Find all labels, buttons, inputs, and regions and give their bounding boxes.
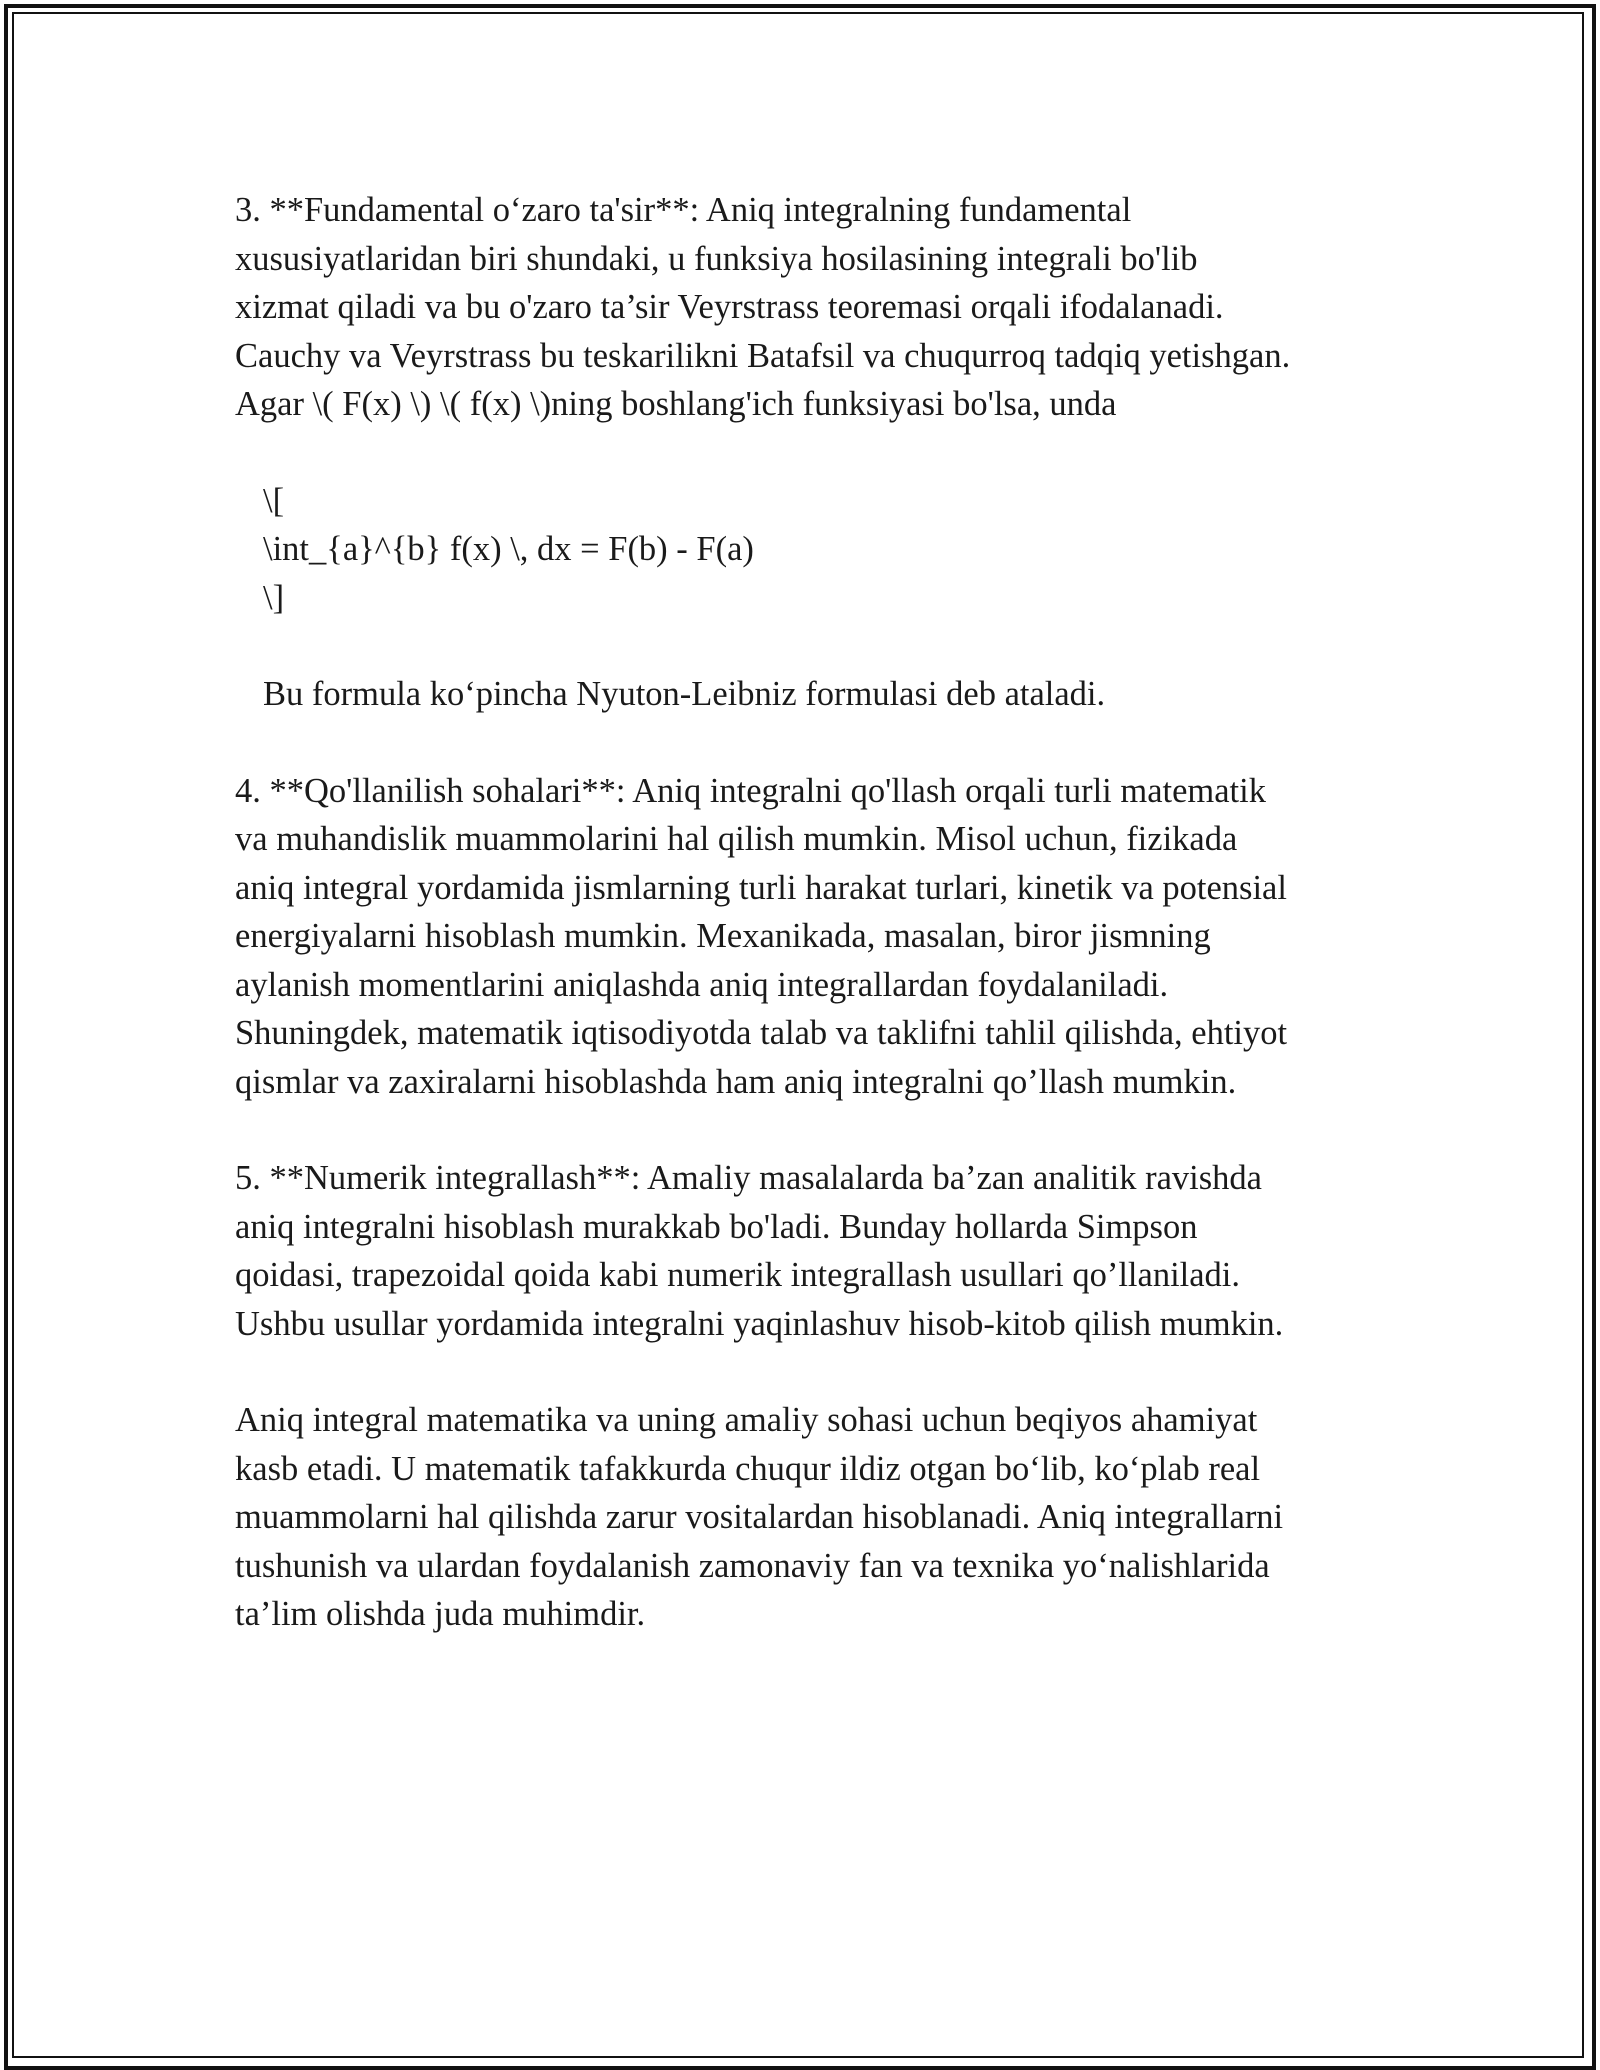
text-line: Cauchy va Veyrstrass bu teskarilikni Batafsil va chuqurroq tadqiq yetishgan. bbox=[235, 336, 1291, 375]
text-line: aylanish momentlarini aniqlashda aniq integrallardan foydalaniladi. bbox=[235, 965, 1169, 1004]
text-line: aniq integralni hisoblash murakkab bo'ladi. Bunday hollarda Simpson bbox=[235, 1207, 1198, 1246]
text-line: qoidasi, trapezoidal qoida kabi numerik integrallash usullari qo’llaniladi. bbox=[235, 1256, 1241, 1294]
text-line: xususiyatlaridan biri shundaki, u funksiya hosilasining integrali bo'lib bbox=[235, 239, 1198, 278]
text-line: 5. **Numerik integrallash**: Amaliy masalalarda ba’zan analitik ravishda bbox=[235, 1159, 1262, 1197]
conclusion-paragraph bbox=[235, 1396, 1385, 1639]
text-line: 3. **Fundamental o‘zaro ta'sir**: Aniq integralning fundamental bbox=[235, 191, 1132, 229]
item-3-paragraph bbox=[235, 186, 1385, 429]
paragraph-gap bbox=[235, 719, 1385, 767]
text-line: kasb etadi. U matematik tafakkurda chuqur ildiz otgan bo‘lib, ko‘plab real bbox=[235, 1449, 1261, 1488]
text-line: Agar \( F(x) \) \( f(x) \)ning boshlang'ich funksiyasi bo'lsa, unda bbox=[235, 385, 1117, 423]
formula-note bbox=[235, 670, 1385, 719]
paragraph-gap bbox=[235, 622, 1385, 670]
formula-line: \] bbox=[263, 578, 285, 617]
formula-line: \[ bbox=[263, 481, 285, 520]
text-line: energiyalarni hisoblash mumkin. Mexanikada, masalan, biror jismning bbox=[235, 917, 1211, 955]
text-line: Aniq integral matematika va uning amaliy sohasi uchun beqiyos ahamiyat bbox=[235, 1401, 1258, 1439]
text-line: ta’lim olishda juda muhimdir. bbox=[235, 1595, 646, 1633]
text-line: muammolarni hal qilishda zarur vositalardan hisoblanadi. Aniq integrallarni bbox=[235, 1498, 1284, 1536]
text-line: xizmat qiladi va bu o'zaro ta’sir Veyrstrass teoremasi orqali ifodalanadi. bbox=[235, 288, 1224, 326]
text-line: Bu formula ko‘pincha Nyuton-Leibniz formulasi deb ataladi. bbox=[263, 675, 1106, 713]
text-line: qismlar va zaxiralarni hisoblashda ham aniq integralni qo’llash mumkin. bbox=[235, 1062, 1237, 1101]
text-line: aniq integral yordamida jismlarning turli harakat turlari, kinetik va potensial bbox=[235, 868, 1287, 907]
item-5-paragraph bbox=[235, 1154, 1385, 1348]
formula-line: \int_{a}^{b} f(x) \, dx = F(b) - F(a) bbox=[263, 530, 754, 568]
text-line: 4. **Qo'llanilish sohalari**: Aniq integralni qo'llash orqali turli matematik bbox=[235, 771, 1266, 810]
text-line: Shuningdek, matematik iqtisodiyotda talab va taklifni tahlil qilishda, ehtiyot bbox=[235, 1014, 1288, 1052]
text-line: Ushbu usullar yordamida integralni yaqinlashuv hisob-kitob qilish mumkin. bbox=[235, 1304, 1284, 1343]
text-line: va muhandislik muammolarini hal qilish mumkin. Misol uchun, fizikada bbox=[235, 820, 1238, 858]
item-4-paragraph bbox=[235, 767, 1385, 1107]
paragraph-gap bbox=[235, 1106, 1385, 1154]
formula-block bbox=[235, 477, 1385, 623]
text-line: tushunish va ulardan foydalanish zamonaviy fan va texnika yo‘nalishlarida bbox=[235, 1546, 1270, 1585]
document-body bbox=[235, 186, 1385, 1639]
paragraph-gap bbox=[235, 1348, 1385, 1396]
